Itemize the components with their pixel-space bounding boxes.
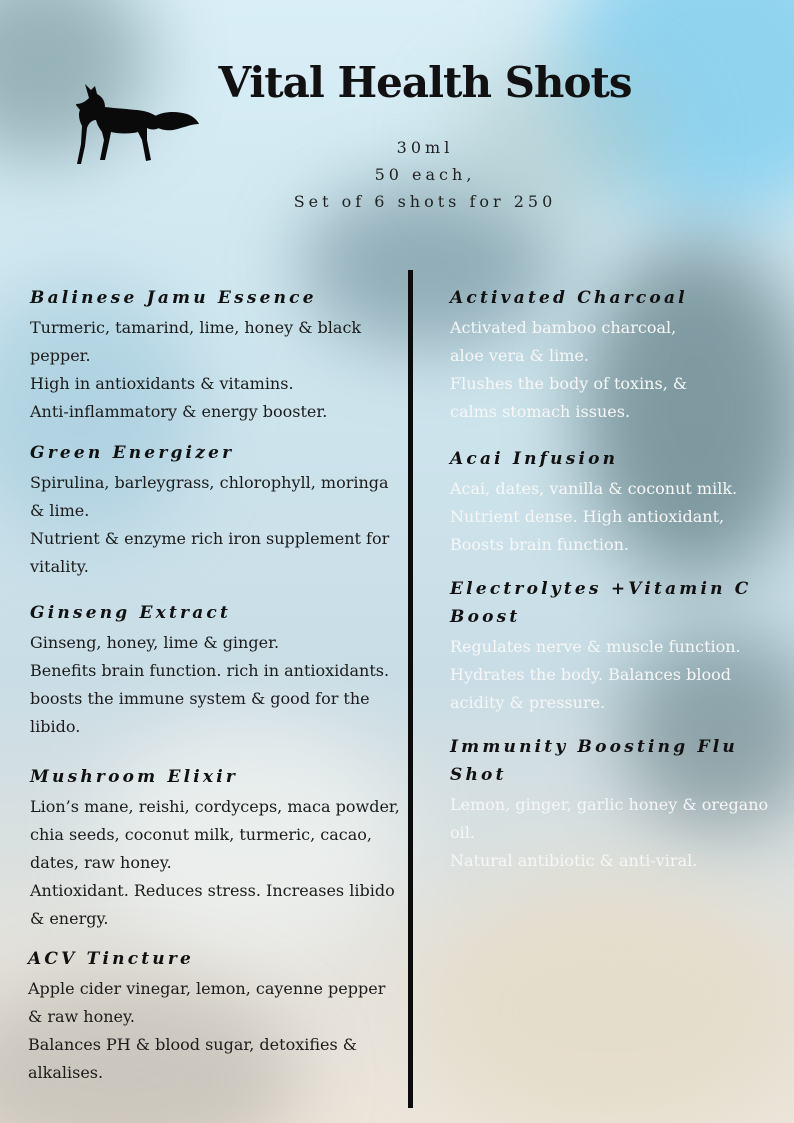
item-benefit: Nutrient dense. High antioxidant, bbox=[450, 507, 725, 526]
item-ingredients: Spirulina, barleygrass, chlorophyll, moringa & lime. bbox=[30, 473, 389, 520]
item-ingredients: aloe vera & lime. bbox=[450, 346, 589, 365]
item-benefit: Regulates nerve & muscle function. bbox=[450, 637, 741, 656]
page-title: Vital Health Shots bbox=[218, 58, 632, 107]
menu-item bbox=[450, 445, 780, 559]
item-name: Acai Infusion bbox=[450, 449, 619, 469]
item-ingredients: Activated bamboo charcoal, bbox=[450, 318, 677, 337]
item-name: Balinese Jamu Essence bbox=[30, 288, 317, 308]
item-name: Immunity Boosting Flu Shot bbox=[450, 737, 738, 785]
price-line-set: Set of 6 shots for 250 bbox=[293, 192, 557, 211]
column-divider bbox=[408, 270, 413, 1108]
menu-item bbox=[450, 575, 780, 717]
item-name: ACV Tincture bbox=[28, 949, 195, 969]
item-ingredients: Acai, dates, vanilla & coconut milk. bbox=[450, 479, 738, 498]
fox-silhouette-icon bbox=[75, 80, 200, 168]
menu-item bbox=[30, 763, 402, 933]
item-ingredients: Turmeric, tamarind, lime, honey & black pepper. bbox=[30, 318, 362, 365]
menu-item bbox=[30, 599, 402, 741]
item-name: Ginseng Extract bbox=[30, 603, 232, 623]
price-line-each: 50 each, bbox=[374, 165, 476, 184]
item-benefit: Nutrient & enzyme rich iron supplement for vitality. bbox=[30, 529, 390, 576]
item-benefit: Natural antibiotic & anti-viral. bbox=[450, 851, 698, 870]
item-ingredients: Apple cider vinegar, lemon, cayenne pepper & raw honey. bbox=[28, 979, 386, 1026]
item-ingredients: Lion’s mane, reishi, cordyceps, maca powder, chia seeds, coconut milk, turmeric, cacao, dates, raw honey. bbox=[30, 797, 400, 872]
item-ingredients: Ginseng, honey, lime & ginger. bbox=[30, 633, 280, 652]
price-line-size: 30ml bbox=[396, 138, 454, 157]
item-name: Green Energizer bbox=[30, 443, 235, 463]
item-benefit: Anti-inflammatory & energy booster. bbox=[30, 402, 328, 421]
item-benefit: calms stomach issues. bbox=[450, 402, 631, 421]
item-benefit: Flushes the body of toxins, & bbox=[450, 374, 688, 393]
price-info bbox=[200, 134, 650, 215]
item-benefit: Balances PH & blood sugar, detoxifies & alkalises. bbox=[28, 1035, 358, 1082]
item-name: Activated Charcoal bbox=[450, 288, 688, 308]
item-ingredients: Lemon, ginger, garlic honey & oregano oil. bbox=[450, 795, 769, 842]
item-benefit: Antioxidant. Reduces stress. Increases libido & energy. bbox=[30, 881, 395, 928]
item-benefit: Boosts brain function. bbox=[450, 535, 629, 554]
item-name: Mushroom Elixir bbox=[30, 767, 239, 787]
menu-item bbox=[450, 284, 780, 426]
menu-item bbox=[28, 945, 402, 1087]
item-benefit: Hydrates the body. Balances blood acidity & pressure. bbox=[450, 665, 731, 712]
item-name: Electrolytes +Vitamin C Boost bbox=[450, 579, 752, 627]
menu-item bbox=[30, 439, 402, 581]
item-benefit: Benefits brain function. rich in antioxidants. boosts the immune system & good for the libido. bbox=[30, 661, 390, 736]
item-benefit: High in antioxidants & vitamins. bbox=[30, 374, 294, 393]
menu-item bbox=[30, 284, 402, 426]
menu-item bbox=[450, 733, 780, 875]
